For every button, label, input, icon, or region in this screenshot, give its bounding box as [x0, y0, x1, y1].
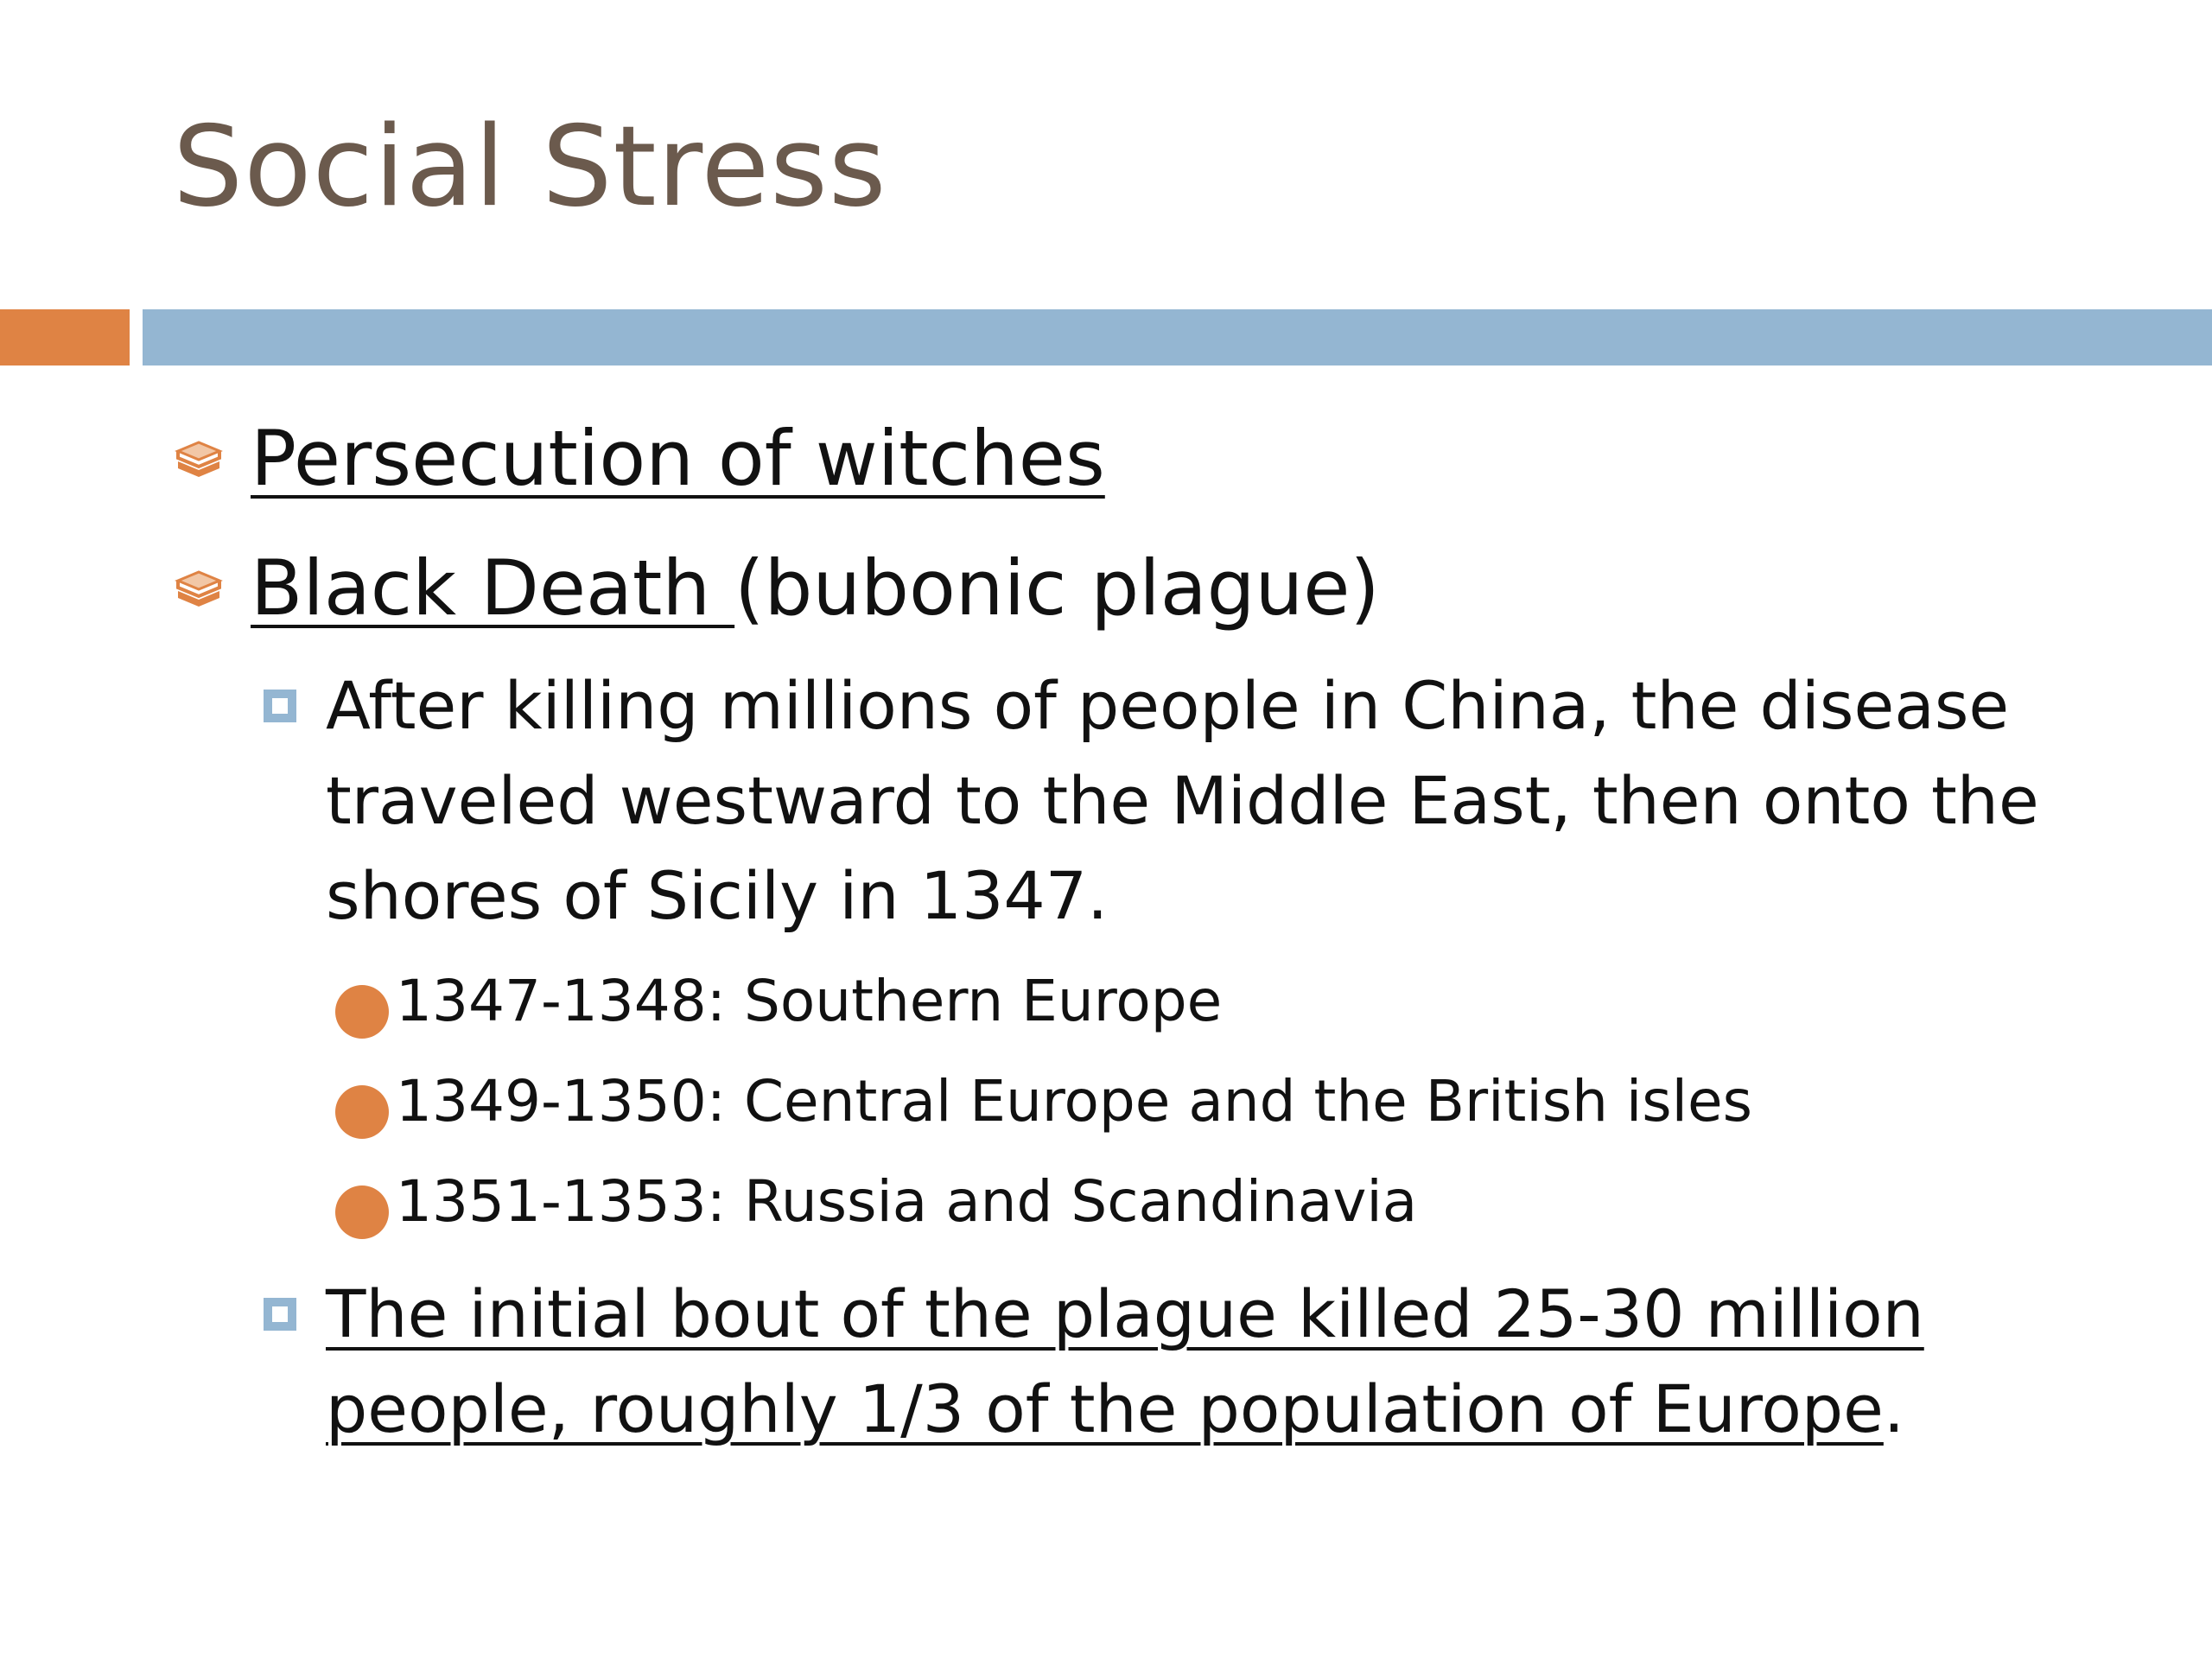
circle-bullet-icon — [335, 1085, 389, 1139]
accent-bar-blue — [143, 309, 2212, 365]
circle-bullet-icon — [335, 985, 389, 1039]
timeline-text: 1347-1348: Southern Europe — [396, 968, 1223, 1034]
death-toll-period: . — [1883, 1370, 1905, 1447]
slide-title: Social Stress — [173, 103, 887, 232]
circle-bullet-icon — [335, 1185, 389, 1239]
square-bullet-icon — [264, 690, 296, 722]
square-bullet-icon — [264, 1298, 296, 1331]
bullet-text[interactable]: Persecution of witches — [251, 414, 1105, 503]
black-death-rest: (bubonic plague) — [734, 543, 1380, 632]
death-toll-link[interactable]: The initial bout of the plague killed 25-30 million people, roughly 1/3 of the population of Europe — [326, 1275, 1924, 1447]
accent-bar-orange — [0, 309, 130, 365]
books-icon — [173, 562, 225, 613]
timeline-text: 1349-1350: Central Europe and the British isles — [396, 1068, 1752, 1135]
black-death-link[interactable]: Black Death — [251, 543, 735, 632]
timeline-text: 1351-1353: Russia and Scandinavia — [396, 1168, 1418, 1235]
sub-bullet-text: After killing millions of people in China, the disease traveled westward to the Middle East, then onto the shores of Sicily in 1347. — [326, 667, 2039, 934]
books-icon — [173, 432, 225, 484]
